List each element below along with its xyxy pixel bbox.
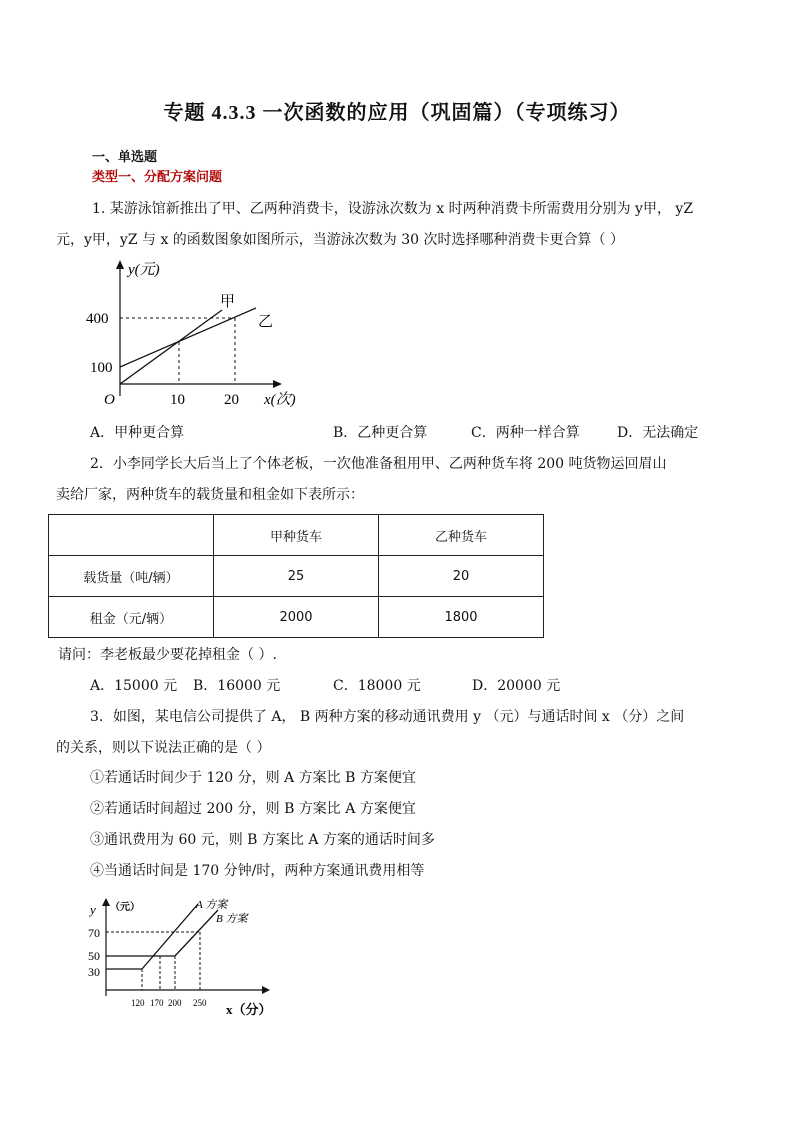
q3-line2: 的关系，则以下说法正确的是（ ） — [56, 740, 271, 756]
q1-ytick-100: 100 — [90, 360, 113, 376]
q3-line-a — [106, 904, 198, 969]
q3-ytick-70: 70 — [88, 926, 100, 940]
q3-ytick-30: 30 — [88, 965, 100, 979]
q3-statement-2: ②若通话时间超过 200 分，则 B 方案比 A 方案便宜 — [90, 801, 416, 817]
q1-option-a[interactable]: A．甲种更合算 — [90, 425, 185, 441]
q3-y-arrow — [102, 898, 110, 906]
table-cell: 20 — [379, 556, 544, 597]
q1-xtick-20: 20 — [224, 392, 239, 408]
q1-option-c[interactable]: C．两种一样合算 — [471, 425, 580, 441]
q3-statement-3: ③通讯费用为 60 元，则 B 方案比 A 方案的通话时间多 — [90, 832, 435, 848]
q3-statement-4: ④当通话时间是 170 分钟/时，两种方案通讯费用相等 — [90, 863, 425, 879]
q2-option-c[interactable]: C．18000 元 — [333, 678, 421, 694]
table-cell: 载货量（吨/辆） — [49, 556, 214, 597]
q1-graph — [80, 256, 320, 412]
q2-option-a[interactable]: A．15000 元 — [90, 678, 178, 694]
q1-x-label: x(次) — [264, 392, 296, 408]
table-header-yi: 乙种货车 — [379, 515, 544, 556]
q3-graph — [86, 894, 286, 1018]
table-cell: 租金（元/辆） — [49, 597, 214, 638]
type-heading: 类型一、分配方案问题 — [92, 170, 223, 185]
q2-table — [48, 514, 544, 638]
q1-ytick-400: 400 — [86, 311, 109, 327]
section-heading: 一、单选题 — [92, 150, 158, 165]
q1-y-label: y(元) — [128, 262, 160, 278]
q3-line-b — [106, 910, 218, 956]
q1-y-arrow — [116, 260, 124, 269]
q3-label-b: B 方案 — [216, 913, 248, 925]
q1-line-jia — [120, 310, 222, 384]
q2-option-d[interactable]: D．20000 元 — [472, 678, 561, 694]
q3-xtick-250: 250 — [193, 998, 207, 1008]
table-row — [49, 556, 544, 597]
table-header-jia: 甲种货车 — [214, 515, 379, 556]
q1-line-yi — [120, 308, 256, 367]
table-cell: 25 — [214, 556, 379, 597]
q2-option-b[interactable]: B．16000 元 — [193, 678, 281, 694]
q3-xtick-200: 200 — [168, 998, 182, 1008]
table-row — [49, 597, 544, 638]
q3-ytick-50: 50 — [88, 949, 100, 963]
q1-line2: 元，y甲，yZ 与 x 的函数图象如图所示，当游泳次数为 30 次时选择哪种消费卡更合算（ ） — [56, 232, 624, 248]
q3-label-a: A 方案 — [196, 899, 228, 911]
q1-xtick-10: 10 — [170, 392, 185, 408]
q3-xtick-120: 120 — [131, 998, 145, 1008]
q2-line2: 卖给厂家，两种货车的载货量和租金如下表所示： — [56, 487, 364, 503]
q3-statement-1: ①若通话时间少于 120 分，则 A 方案比 B 方案便宜 — [90, 770, 416, 786]
table-cell: 1800 — [379, 597, 544, 638]
q1-line1: 1. 某游泳馆新推出了甲、乙两种消费卡，设游泳次数为 x 时两种消费卡所需费用分别为 y甲， yZ — [92, 201, 694, 217]
q3-line1: 3．如图，某电信公司提供了 A， B 两种方案的移动通讯费用 y （元）与通话时间 x （分）之间 — [90, 709, 685, 725]
page-title: 专题 4.3.3 一次函数的应用（巩固篇）（专项练习） — [163, 102, 631, 124]
q3-y-label: y — [90, 902, 96, 917]
q1-option-b[interactable]: B．乙种更合算 — [333, 425, 428, 441]
table-row — [49, 515, 544, 556]
q2-line1: 2．小李同学长大后当上了个体老板，一次他准备租用甲、乙两种货车将 200 吨货物运回眉山 — [90, 456, 667, 472]
table-cell: 2000 — [214, 597, 379, 638]
q1-option-d[interactable]: D．无法确定 — [617, 425, 699, 441]
q3-y-unit: （元） — [110, 902, 140, 913]
q3-xtick-170: 170 — [150, 998, 164, 1008]
q3-x-arrow — [262, 986, 270, 994]
q3-x-label: x（分） — [226, 1002, 272, 1017]
table-cell — [49, 515, 214, 556]
q2-ask: 请问：李老板最少要花掉租金（ ）. — [58, 647, 277, 663]
q1-label-jia: 甲 — [220, 294, 236, 310]
q1-x-arrow — [273, 380, 282, 388]
q1-label-yi: 乙 — [258, 314, 274, 330]
q1-origin: O — [104, 392, 115, 408]
